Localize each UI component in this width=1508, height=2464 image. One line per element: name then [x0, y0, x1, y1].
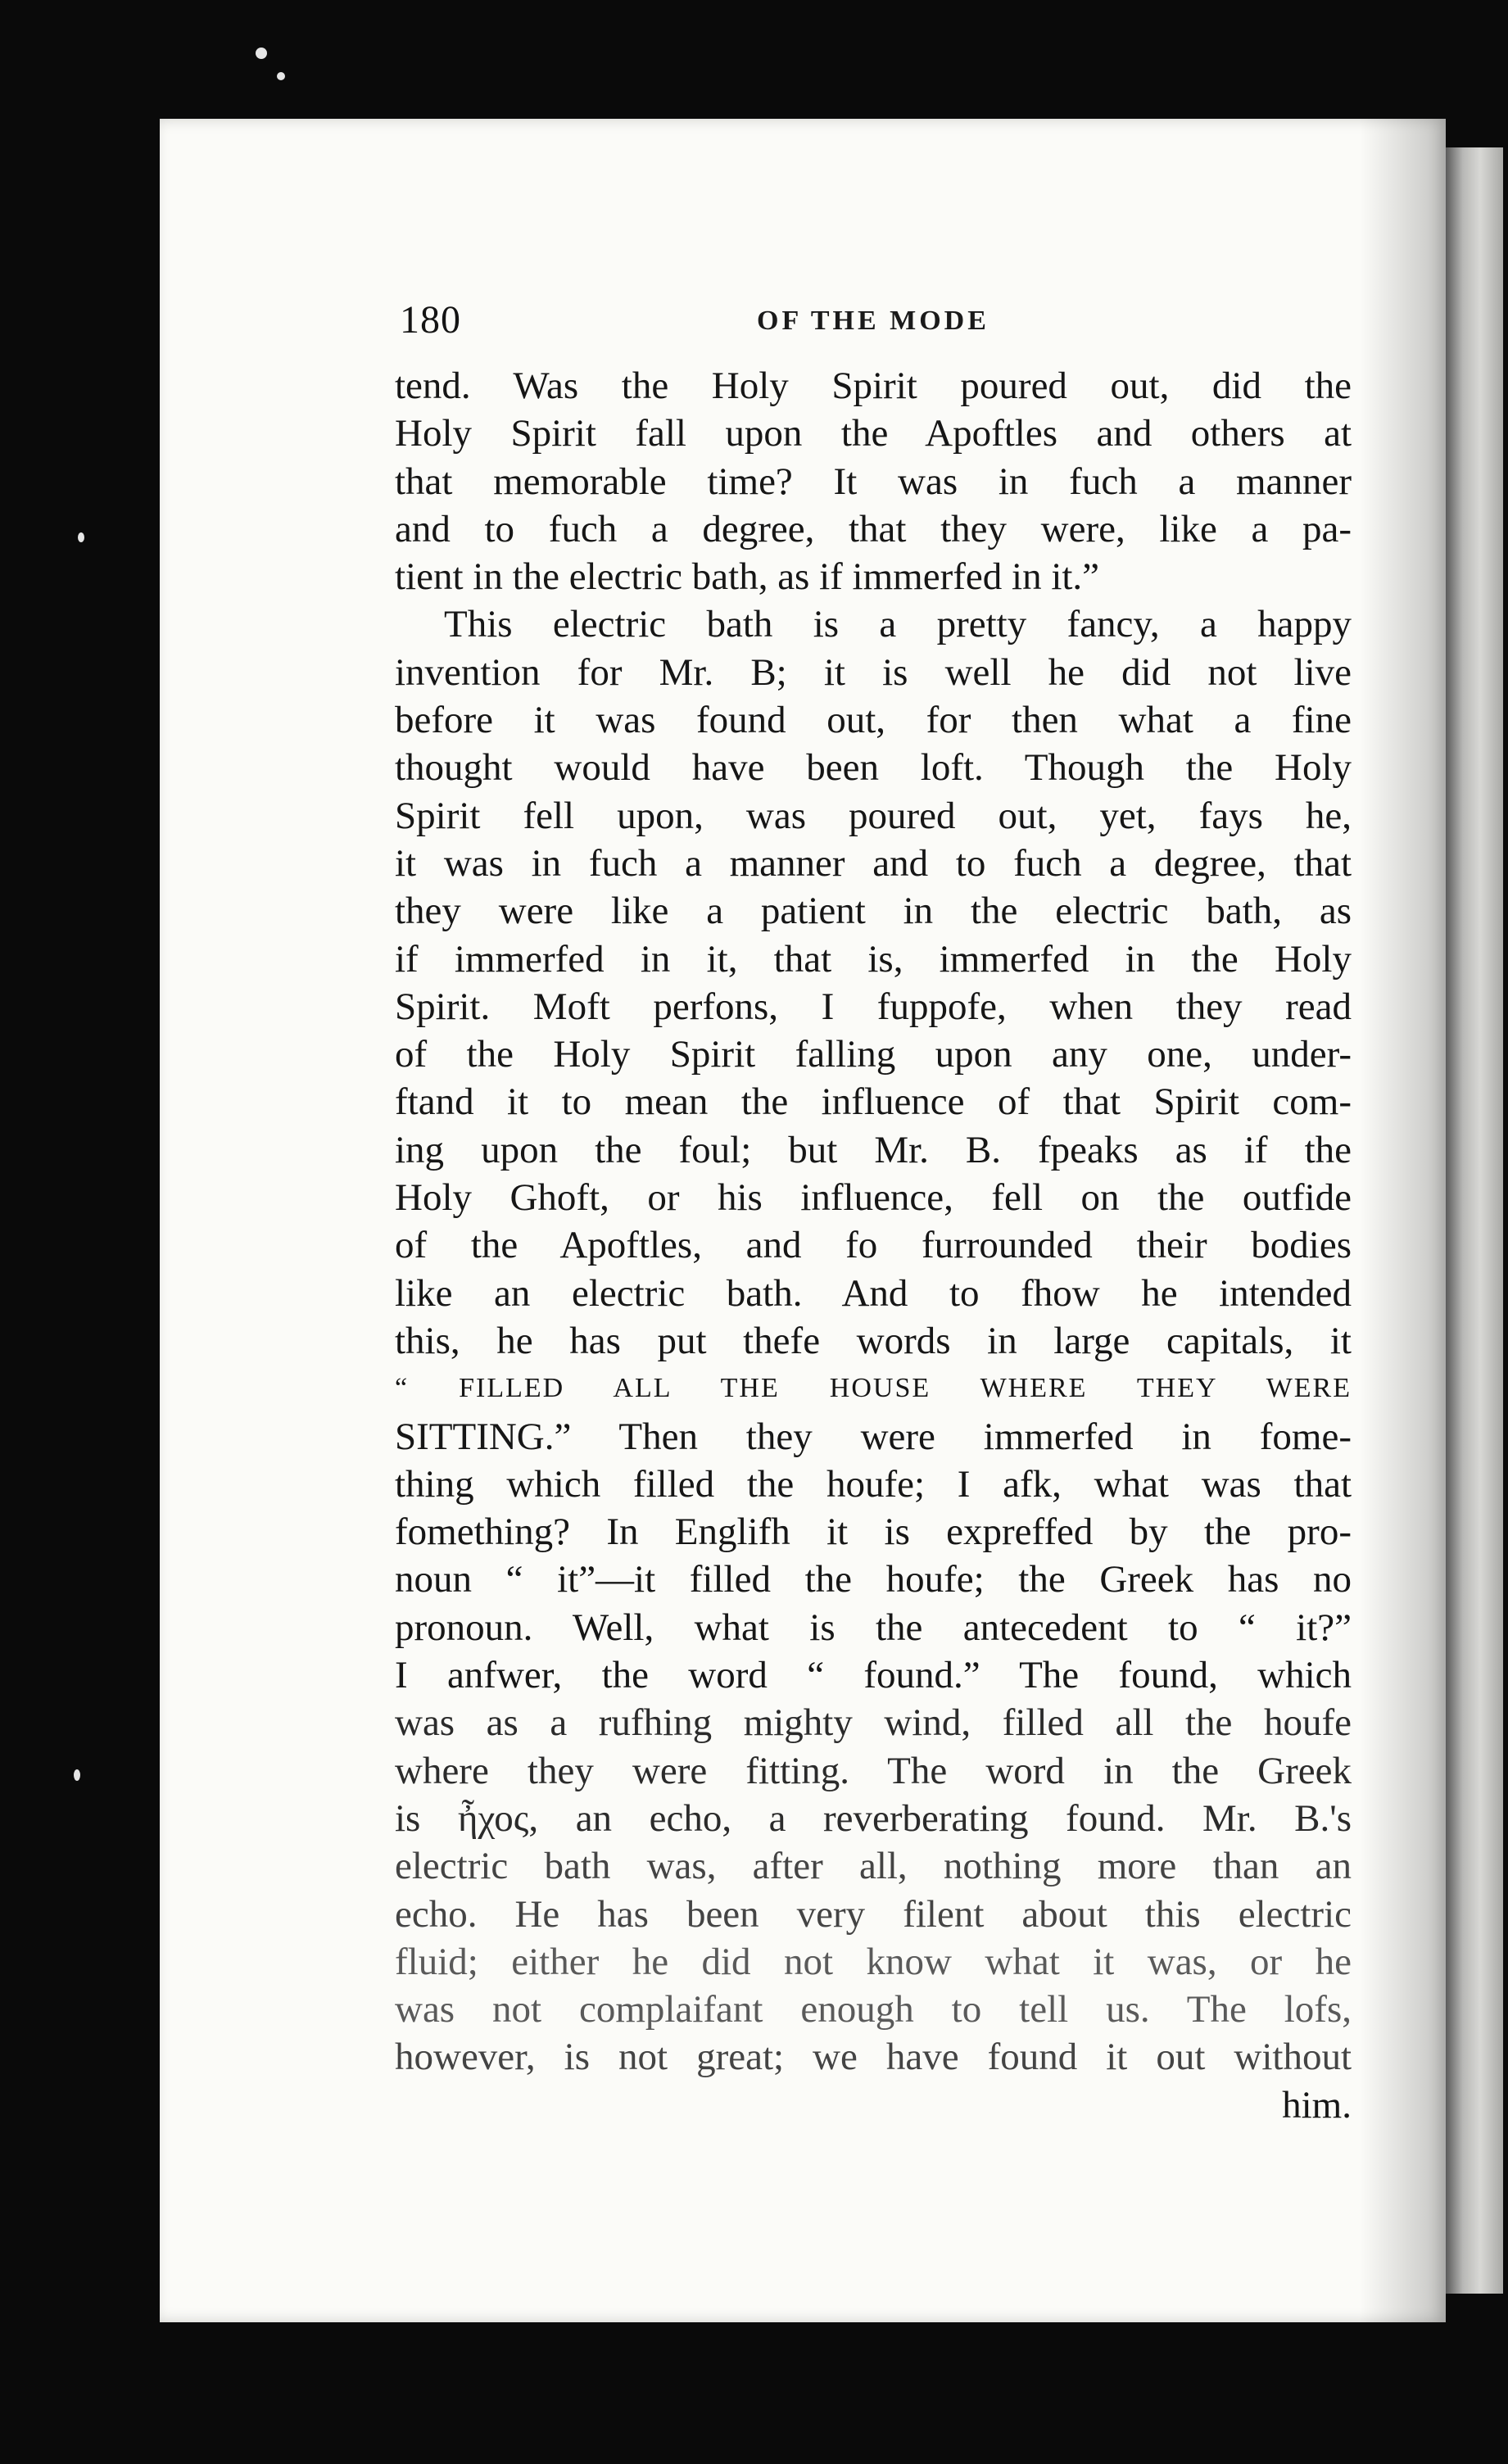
- text-line: and to fuch a degree, that they were, like a pa-: [395, 507, 1352, 550]
- text-line: tend. Was the Holy Spirit poured out, did the: [395, 365, 1352, 407]
- text-line: pronoun. Well, what is the antecedent to “ it?”: [395, 1606, 1352, 1649]
- scan-speck: [74, 1769, 80, 1781]
- running-head: OF THE MODE: [757, 306, 989, 336]
- text-line: echo. He has been very filent about this electric: [395, 1892, 1352, 1936]
- text-line: I anfwer, the word “ found.” The found, which: [395, 1654, 1352, 1697]
- text-line: Holy Ghoft, or his influence, fell on the outfide: [395, 1176, 1352, 1220]
- text-line: it was in fuch a manner and to fuch a degree, that: [395, 841, 1352, 885]
- text-line: before it was found out, for then what a fine: [395, 699, 1352, 742]
- small-caps-line: “ FILLED ALL THE HOUSE WHERE THEY WERE: [395, 1373, 1352, 1404]
- text-line: that memorable time? It was in fuch a manner: [395, 460, 1352, 503]
- text-line: this, he has put thefe words in large capitals, it: [395, 1319, 1352, 1362]
- text-line: they were like a patient in the electric bath, as: [395, 890, 1352, 933]
- text-line: however, is not great; we have found it out without: [395, 2036, 1352, 2079]
- text-line: like an electric bath. And to fhow he intended: [395, 1271, 1352, 1315]
- text-line: of the Apoftles, and fo furrounded their bodies: [395, 1224, 1352, 1267]
- body-text: [395, 362, 1352, 2129]
- scan-speck: [78, 532, 84, 542]
- text-line: electric bath was, after all, nothing more than an: [395, 1845, 1352, 1888]
- text-line: is ἦχος, an echo, a reverberating found. Mr. B.'s: [395, 1796, 1352, 1840]
- text-line: SITTING.” Then they were immerfed in fome-: [395, 1415, 1352, 1458]
- scan-speck: [256, 48, 267, 59]
- paragraph-start-line: This electric bath is a pretty fancy, a happy: [444, 603, 1352, 646]
- text-line: ftand it to mean the influence of that Spirit com-: [395, 1080, 1352, 1124]
- text-line: Spirit fell upon, was poured out, yet, fays he,: [395, 794, 1352, 837]
- text-line: tient in the electric bath, as if immerfed in it.”: [395, 555, 1100, 599]
- text-line: noun “ it”—it filled the houfe; the Greek has no: [395, 1558, 1352, 1601]
- text-line: if immerfed in it, that is, immerfed in the Holy: [395, 937, 1352, 981]
- page-edge: [1446, 147, 1503, 2294]
- text-line: thought would have been loft. Though the Holy: [395, 746, 1352, 790]
- text-line: where they were fitting. The word in the Greek: [395, 1749, 1352, 1792]
- text-line: ing upon the foul; but Mr. B. fpeaks as if the: [395, 1128, 1352, 1171]
- text-line: fluid; either he did not know what it was, or he: [395, 1940, 1352, 1983]
- text-line: fomething? In Englifh it is expreffed by the pro-: [395, 1511, 1352, 1554]
- text-line: invention for Mr. B; it is well he did not live: [395, 650, 1352, 694]
- scan-speck: [277, 72, 285, 80]
- text-line: of the Holy Spirit falling upon any one, under-: [395, 1033, 1352, 1076]
- page-header: [400, 297, 1342, 355]
- page-shadow: [1360, 119, 1446, 2322]
- text-line: was not complaifant enough to tell us. The lofs,: [395, 1988, 1352, 2031]
- text-line: was as a rufhing mighty wind, filled all the houfe: [395, 1701, 1352, 1745]
- text-line: Spirit. Moft perfons, I fuppofe, when they read: [395, 985, 1352, 1028]
- text-line: thing which filled the houfe; I afk, what was that: [395, 1462, 1352, 1506]
- text-line: Holy Spirit fall upon the Apoftles and others at: [395, 412, 1352, 455]
- catchword: him.: [1282, 2083, 1352, 2127]
- page-number: 180: [400, 298, 461, 342]
